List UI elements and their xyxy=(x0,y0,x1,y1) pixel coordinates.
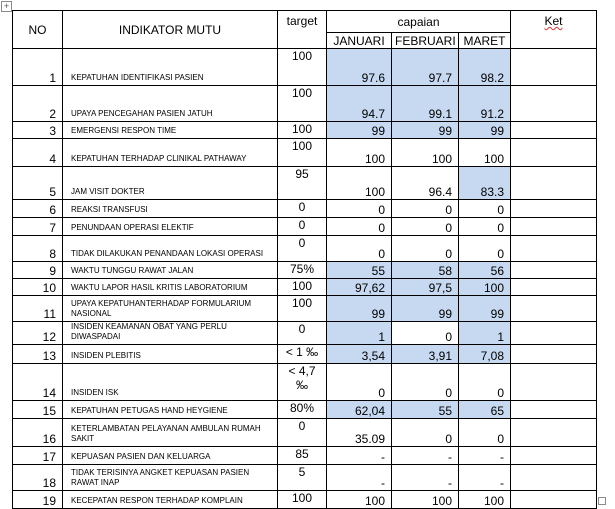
target-cell: 0 xyxy=(278,419,327,447)
row-number: 7 xyxy=(13,218,63,236)
header-capaian: capaian xyxy=(327,11,511,33)
row-number: 18 xyxy=(13,465,63,491)
target-cell: 100 xyxy=(278,49,327,86)
header-februari: FEBRUARI xyxy=(392,33,459,49)
table-row xyxy=(13,218,597,236)
header-januari: JANUARI xyxy=(327,33,392,49)
table-row xyxy=(13,262,597,279)
ket-cell xyxy=(511,236,597,262)
table-resize-handle-icon[interactable] xyxy=(598,497,606,505)
indikator-cell: PENUNDAAN OPERASI ELEKTIF xyxy=(63,218,278,236)
februari-cell: 0 xyxy=(392,200,459,218)
januari-cell: 0 xyxy=(327,236,392,262)
februari-cell: 0 xyxy=(392,419,459,447)
januari-cell: 100 xyxy=(327,167,392,200)
row-number: 15 xyxy=(13,401,63,419)
table-row xyxy=(13,236,597,262)
indikator-mutu-table xyxy=(12,10,597,509)
row-number: 9 xyxy=(13,262,63,279)
indikator-cell: KETERLAMBATAN PELAYANAN AMBULAN RUMAH SAKIT xyxy=(63,419,278,447)
maret-cell: 99 xyxy=(459,296,511,322)
indikator-cell: TIDAK DILAKUKAN PENANDAAN LOKASI OPERASI xyxy=(63,236,278,262)
maret-cell: 100 xyxy=(459,279,511,296)
row-number: 13 xyxy=(13,345,63,364)
table-move-handle-icon[interactable]: + xyxy=(1,1,12,12)
target-cell: 5 xyxy=(278,465,327,491)
januari-cell: 55 xyxy=(327,262,392,279)
ket-cell xyxy=(511,167,597,200)
ket-cell xyxy=(511,322,597,345)
januari-cell: 100 xyxy=(327,491,392,509)
ket-cell xyxy=(511,401,597,419)
table-row xyxy=(13,364,597,401)
table-row xyxy=(13,322,597,345)
januari-cell: 3,54 xyxy=(327,345,392,364)
ket-cell xyxy=(511,139,597,167)
row-number: 17 xyxy=(13,447,63,465)
ket-cell xyxy=(511,465,597,491)
ket-cell xyxy=(511,419,597,447)
table-row xyxy=(13,139,597,167)
indikator-cell: UPAYA KEPATUHANTERHADAP FORMULARIUM NASIONAL xyxy=(63,296,278,322)
ket-cell xyxy=(511,200,597,218)
februari-cell: - xyxy=(392,447,459,465)
row-number: 6 xyxy=(13,200,63,218)
maret-cell: 100 xyxy=(459,139,511,167)
table-row xyxy=(13,86,597,122)
maret-cell: - xyxy=(459,447,511,465)
target-cell: < 4,7 ‰ xyxy=(278,364,327,401)
header-ket: Ket xyxy=(511,11,597,49)
februari-cell: 99 xyxy=(392,296,459,322)
februari-cell: 96.4 xyxy=(392,167,459,200)
row-number: 2 xyxy=(13,86,63,122)
januari-cell: 0 xyxy=(327,364,392,401)
row-number: 14 xyxy=(13,364,63,401)
indikator-cell: KECEPATAN RESPON TERHADAP KOMPLAIN xyxy=(63,491,278,509)
target-cell: 95 xyxy=(278,167,327,200)
table-row xyxy=(13,167,597,200)
row-number: 16 xyxy=(13,419,63,447)
ket-cell xyxy=(511,447,597,465)
indikator-cell: KEPUASAN PASIEN DAN KELUARGA xyxy=(63,447,278,465)
indikator-cell: WAKTU LAPOR HASIL KRITIS LABORATORIUM xyxy=(63,279,278,296)
januari-cell: 97,62 xyxy=(327,279,392,296)
februari-cell: 58 xyxy=(392,262,459,279)
target-cell: 100 xyxy=(278,296,327,322)
row-number: 8 xyxy=(13,236,63,262)
row-number: 12 xyxy=(13,322,63,345)
target-cell: 100 xyxy=(278,491,327,509)
target-cell: 85 xyxy=(278,447,327,465)
maret-cell: 65 xyxy=(459,401,511,419)
maret-cell: 99 xyxy=(459,122,511,139)
maret-cell: 0 xyxy=(459,364,511,401)
row-number: 3 xyxy=(13,122,63,139)
maret-cell: 0 xyxy=(459,419,511,447)
table-row xyxy=(13,296,597,322)
header-target: target xyxy=(278,11,327,49)
februari-cell: 0 xyxy=(392,236,459,262)
ket-cell xyxy=(511,279,597,296)
maret-cell: 98.2 xyxy=(459,49,511,86)
ket-cell xyxy=(511,122,597,139)
target-cell: 100 xyxy=(278,122,327,139)
row-number: 11 xyxy=(13,296,63,322)
maret-cell: 0 xyxy=(459,200,511,218)
januari-cell: 97.6 xyxy=(327,49,392,86)
januari-cell: 62,04 xyxy=(327,401,392,419)
indikator-cell: UPAYA PENCEGAHAN PASIEN JATUH xyxy=(63,86,278,122)
table-row xyxy=(13,465,597,491)
ket-cell xyxy=(511,345,597,364)
table-row xyxy=(13,419,597,447)
februari-cell: 55 xyxy=(392,401,459,419)
indikator-cell: INSIDEN KEAMANAN OBAT YANG PERLU DIWASPADAI xyxy=(63,322,278,345)
januari-cell: 0 xyxy=(327,218,392,236)
table-row xyxy=(13,200,597,218)
maret-cell: 1 xyxy=(459,322,511,345)
februari-cell: 97.7 xyxy=(392,49,459,86)
target-cell: 0 xyxy=(278,322,327,345)
indikator-cell: EMERGENSI RESPON TIME xyxy=(63,122,278,139)
februari-cell: 0 xyxy=(392,364,459,401)
januari-cell: - xyxy=(327,447,392,465)
table-row xyxy=(13,401,597,419)
ket-cell xyxy=(511,262,597,279)
februari-cell: 100 xyxy=(392,139,459,167)
indikator-cell: WAKTU TUNGGU RAWAT JALAN xyxy=(63,262,278,279)
januari-cell: 0 xyxy=(327,200,392,218)
februari-cell: - xyxy=(392,465,459,491)
februari-cell: 3,91 xyxy=(392,345,459,364)
februari-cell: 0 xyxy=(392,218,459,236)
maret-cell: - xyxy=(459,465,511,491)
table-row xyxy=(13,345,597,364)
indikator-cell: KEPATUHAN TERHADAP CLINIKAL PATHAWAY xyxy=(63,139,278,167)
ket-cell xyxy=(511,296,597,322)
table-row xyxy=(13,447,597,465)
maret-cell: 56 xyxy=(459,262,511,279)
header-maret: MARET xyxy=(459,33,511,49)
header-no: NO xyxy=(13,11,63,49)
maret-cell: 0 xyxy=(459,236,511,262)
ket-cell xyxy=(511,49,597,86)
maret-cell: 7,08 xyxy=(459,345,511,364)
maret-cell: 0 xyxy=(459,218,511,236)
februari-cell: 97,5 xyxy=(392,279,459,296)
header-indikator: INDIKATOR MUTU xyxy=(63,11,278,49)
target-cell: 80% xyxy=(278,401,327,419)
maret-cell: 91.2 xyxy=(459,86,511,122)
indikator-cell: KEPATUHAN PETUGAS HAND HEYGIENE xyxy=(63,401,278,419)
row-number: 10 xyxy=(13,279,63,296)
januari-cell: 1 xyxy=(327,322,392,345)
indikator-cell: REAKSI TRANSFUSI xyxy=(63,200,278,218)
target-cell: 0 xyxy=(278,218,327,236)
januari-cell: 94.7 xyxy=(327,86,392,122)
table-row xyxy=(13,122,597,139)
target-cell: 75% xyxy=(278,262,327,279)
table-row xyxy=(13,279,597,296)
februari-cell: 0 xyxy=(392,322,459,345)
maret-cell: 83.3 xyxy=(459,167,511,200)
januari-cell: 35.09 xyxy=(327,419,392,447)
indikator-cell: JAM VISIT DOKTER xyxy=(63,167,278,200)
indikator-cell: INSIDEN PLEBITIS xyxy=(63,345,278,364)
januari-cell: 100 xyxy=(327,139,392,167)
row-number: 5 xyxy=(13,167,63,200)
target-cell: < 1 ‰ xyxy=(278,345,327,364)
indikator-cell: INSIDEN ISK xyxy=(63,364,278,401)
table-row xyxy=(13,49,597,86)
target-cell: 100 xyxy=(278,86,327,122)
ket-cell xyxy=(511,86,597,122)
januari-cell: 99 xyxy=(327,122,392,139)
target-cell: 0 xyxy=(278,200,327,218)
februari-cell: 100 xyxy=(392,491,459,509)
februari-cell: 99.1 xyxy=(392,86,459,122)
ket-cell xyxy=(511,218,597,236)
target-cell: 100 xyxy=(278,139,327,167)
indikator-cell: KEPATUHAN IDENTIFIKASI PASIEN xyxy=(63,49,278,86)
februari-cell: 99 xyxy=(392,122,459,139)
januari-cell: 99 xyxy=(327,296,392,322)
target-cell: 0 xyxy=(278,236,327,262)
indikator-cell: TIDAK TERISINYA ANGKET KEPUASAN PASIEN RAWAT INAP xyxy=(63,465,278,491)
row-number: 1 xyxy=(13,49,63,86)
row-number: 4 xyxy=(13,139,63,167)
ket-cell xyxy=(511,364,597,401)
januari-cell: - xyxy=(327,465,392,491)
maret-cell: 100 xyxy=(459,491,511,509)
row-number: 19 xyxy=(13,491,63,509)
target-cell: 100 xyxy=(278,279,327,296)
